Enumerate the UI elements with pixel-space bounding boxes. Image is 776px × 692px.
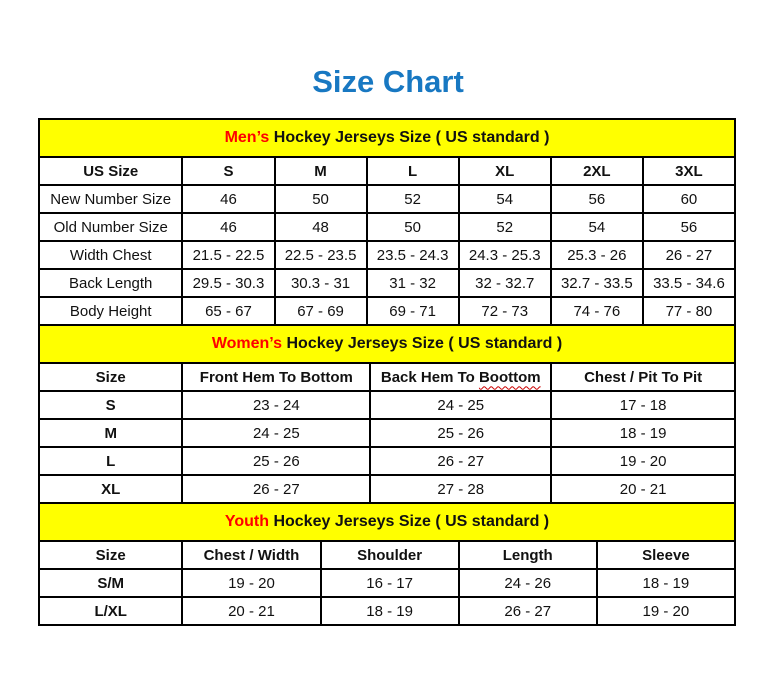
womens-column-header-1: Front Hem To Bottom xyxy=(182,363,370,391)
mens-column-header-5: 2XL xyxy=(551,157,643,185)
womens-size-table xyxy=(38,324,736,504)
mens-value-cell-2-1: 22.5 - 23.5 xyxy=(275,241,367,269)
youth-row-label-1: L/XL xyxy=(39,597,182,625)
womens-row-label-2: L xyxy=(39,447,182,475)
mens-row-4 xyxy=(39,297,735,325)
womens-value-cell-3-0: 26 - 27 xyxy=(182,475,370,503)
mens-value-cell-2-5: 26 - 27 xyxy=(643,241,735,269)
page-title: Size Chart xyxy=(312,64,464,99)
youth-column-header-4: Sleeve xyxy=(597,541,735,569)
womens-value-cell-1-0: 24 - 25 xyxy=(182,419,370,447)
mens-row-1 xyxy=(39,213,735,241)
youth-title-highlight: Youth xyxy=(224,513,269,530)
mens-value-cell-3-4: 32.7 - 33.5 xyxy=(551,269,643,297)
youth-title-rest: Hockey Jerseys Size ( US standard ) xyxy=(269,513,550,530)
womens-section-band xyxy=(39,325,735,363)
youth-value-cell-0-3: 18 - 19 xyxy=(597,569,735,597)
youth-value-cell-0-0: 19 - 20 xyxy=(182,569,320,597)
youth-row-0 xyxy=(39,569,735,597)
womens-row-0 xyxy=(39,391,735,419)
youth-row-label-0: S/M xyxy=(39,569,182,597)
youth-column-header-1: Chest / Width xyxy=(182,541,320,569)
mens-title-rest: Hockey Jerseys Size ( US standard ) xyxy=(269,129,550,146)
misspelled-word: Boottom xyxy=(478,368,541,386)
mens-value-cell-2-3: 24.3 - 25.3 xyxy=(459,241,551,269)
womens-value-cell-2-2: 19 - 20 xyxy=(551,447,735,475)
mens-column-header-1: S xyxy=(182,157,274,185)
mens-value-cell-3-1: 30.3 - 31 xyxy=(275,269,367,297)
mens-column-header-4: XL xyxy=(459,157,551,185)
mens-value-cell-4-4: 74 - 76 xyxy=(551,297,643,325)
mens-row-label-3: Back Length xyxy=(39,269,182,297)
womens-column-header-0: Size xyxy=(39,363,182,391)
mens-row-2 xyxy=(39,241,735,269)
mens-row-label-2: Width Chest xyxy=(39,241,182,269)
mens-value-cell-2-2: 23.5 - 24.3 xyxy=(367,241,459,269)
mens-section-band xyxy=(39,119,735,157)
mens-value-cell-0-3: 54 xyxy=(459,185,551,213)
mens-value-cell-0-5: 60 xyxy=(643,185,735,213)
womens-row-label-1: M xyxy=(39,419,182,447)
mens-value-cell-1-2: 50 xyxy=(367,213,459,241)
mens-value-cell-4-0: 65 - 67 xyxy=(182,297,274,325)
youth-column-header-3: Length xyxy=(459,541,597,569)
youth-header-row xyxy=(39,541,735,569)
womens-value-cell-2-0: 25 - 26 xyxy=(182,447,370,475)
mens-column-header-2: M xyxy=(275,157,367,185)
mens-row-3 xyxy=(39,269,735,297)
womens-value-cell-0-2: 17 - 18 xyxy=(551,391,735,419)
mens-value-cell-4-3: 72 - 73 xyxy=(459,297,551,325)
mens-value-cell-4-2: 69 - 71 xyxy=(367,297,459,325)
size-chart-tables xyxy=(38,118,736,626)
mens-column-header-6: 3XL xyxy=(643,157,735,185)
mens-title-highlight: Men’s xyxy=(224,129,270,146)
youth-size-table xyxy=(38,502,736,626)
mens-value-cell-3-0: 29.5 - 30.3 xyxy=(182,269,274,297)
mens-value-cell-4-5: 77 - 80 xyxy=(643,297,735,325)
womens-value-cell-3-2: 20 - 21 xyxy=(551,475,735,503)
mens-value-cell-1-3: 52 xyxy=(459,213,551,241)
womens-column-header-2: Back Hem To Boottom xyxy=(370,363,551,391)
mens-row-label-0: New Number Size xyxy=(39,185,182,213)
youth-section-band xyxy=(39,503,735,541)
mens-value-cell-0-2: 52 xyxy=(367,185,459,213)
womens-value-cell-1-2: 18 - 19 xyxy=(551,419,735,447)
mens-value-cell-1-4: 54 xyxy=(551,213,643,241)
womens-row-3 xyxy=(39,475,735,503)
womens-value-cell-2-1: 26 - 27 xyxy=(370,447,551,475)
mens-value-cell-2-0: 21.5 - 22.5 xyxy=(182,241,274,269)
mens-value-cell-4-1: 67 - 69 xyxy=(275,297,367,325)
youth-column-header-0: Size xyxy=(39,541,182,569)
mens-value-cell-0-1: 50 xyxy=(275,185,367,213)
mens-value-cell-1-5: 56 xyxy=(643,213,735,241)
womens-section-title xyxy=(39,325,735,363)
mens-header-row xyxy=(39,157,735,185)
womens-value-cell-0-0: 23 - 24 xyxy=(182,391,370,419)
youth-value-cell-1-2: 26 - 27 xyxy=(459,597,597,625)
youth-value-cell-1-3: 19 - 20 xyxy=(597,597,735,625)
womens-column-header-3: Chest / Pit To Pit xyxy=(551,363,735,391)
womens-row-label-0: S xyxy=(39,391,182,419)
womens-title-rest: Hockey Jerseys Size ( US standard ) xyxy=(282,335,563,352)
womens-row-1 xyxy=(39,419,735,447)
youth-column-header-2: Shoulder xyxy=(321,541,459,569)
womens-header-row xyxy=(39,363,735,391)
youth-value-cell-1-0: 20 - 21 xyxy=(182,597,320,625)
mens-value-cell-2-4: 25.3 - 26 xyxy=(551,241,643,269)
mens-section-title xyxy=(39,119,735,157)
mens-row-label-4: Body Height xyxy=(39,297,182,325)
mens-value-cell-3-3: 32 - 32.7 xyxy=(459,269,551,297)
mens-size-table xyxy=(38,118,736,326)
mens-row-0 xyxy=(39,185,735,213)
youth-section-title xyxy=(39,503,735,541)
mens-value-cell-3-5: 33.5 - 34.6 xyxy=(643,269,735,297)
womens-row-2 xyxy=(39,447,735,475)
mens-value-cell-3-2: 31 - 32 xyxy=(367,269,459,297)
youth-value-cell-0-1: 16 - 17 xyxy=(321,569,459,597)
mens-value-cell-1-0: 46 xyxy=(182,213,274,241)
youth-value-cell-0-2: 24 - 26 xyxy=(459,569,597,597)
womens-row-label-3: XL xyxy=(39,475,182,503)
mens-column-header-0: US Size xyxy=(39,157,182,185)
womens-value-cell-1-1: 25 - 26 xyxy=(370,419,551,447)
mens-column-header-3: L xyxy=(367,157,459,185)
womens-value-cell-3-1: 27 - 28 xyxy=(370,475,551,503)
mens-row-label-1: Old Number Size xyxy=(39,213,182,241)
youth-row-1 xyxy=(39,597,735,625)
mens-value-cell-1-1: 48 xyxy=(275,213,367,241)
mens-value-cell-0-4: 56 xyxy=(551,185,643,213)
womens-title-highlight: Women’s xyxy=(211,335,283,352)
mens-value-cell-0-0: 46 xyxy=(182,185,274,213)
youth-value-cell-1-1: 18 - 19 xyxy=(321,597,459,625)
womens-value-cell-0-1: 24 - 25 xyxy=(370,391,551,419)
